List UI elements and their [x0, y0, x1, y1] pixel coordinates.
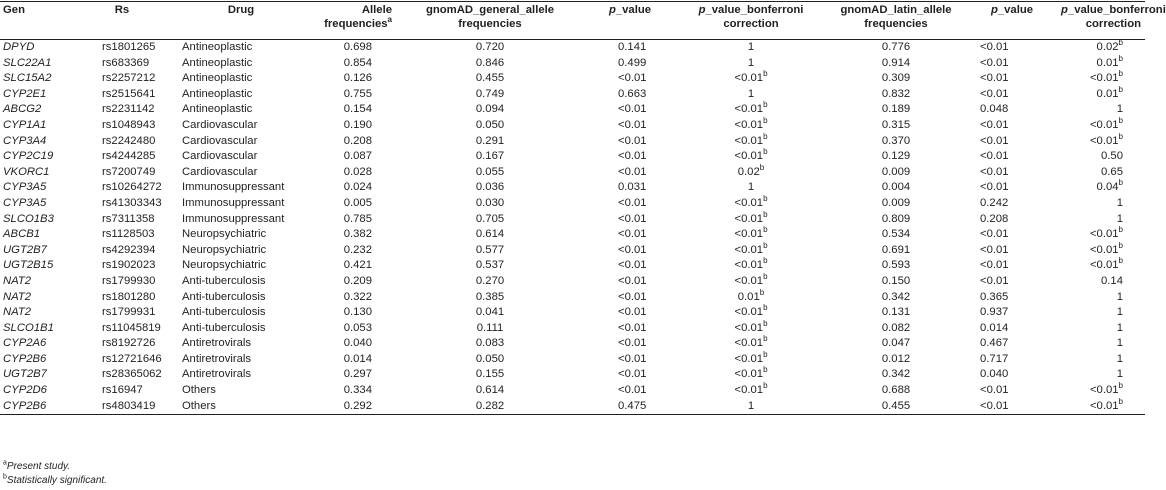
table-row	[0, 274, 1145, 290]
cell-gnomad-general: 0.055	[475, 165, 505, 178]
cell-gnomad-general: 0.270	[475, 274, 505, 287]
cell-p-bonferroni: <0.01$^b$	[734, 350, 768, 365]
cell-rs: rs16947	[102, 384, 143, 397]
cell-p-bonferroni: <0.01$^b$	[734, 240, 768, 256]
cell-p-bonferroni-latin: 0.50	[1101, 150, 1123, 163]
cell-gen: DPYD	[3, 41, 35, 53]
cell-gnomad-general: 0.083	[475, 337, 505, 350]
cell-p-bonferroni-latin: 1	[1116, 321, 1123, 334]
cell-p-value: <0.01	[618, 290, 647, 303]
cell-p-value: 0.663	[618, 87, 647, 100]
cell-rs: rs11045819	[102, 321, 161, 334]
cell-allele-frequency: 0.024	[343, 181, 372, 194]
table-row	[0, 56, 1145, 72]
table-header	[0, 2, 1166, 40]
cell-p-value: <0.01	[618, 352, 647, 365]
cell-p-value-latin: <0.01	[980, 243, 1009, 256]
header-allele-frequencies: Allele frequencies$^a$	[316, 2, 396, 40]
cell-allele-frequency: 0.209	[343, 274, 372, 287]
cell-p-bonferroni: 0.02$^b$	[737, 162, 765, 178]
cell-allele-frequency: 0.005	[343, 196, 372, 209]
header-gen: Gen	[0, 2, 78, 40]
cell-p-bonferroni-latin: <0.01$^b$	[1089, 381, 1123, 397]
table-row	[0, 134, 1145, 150]
cell-p-value: <0.01	[618, 103, 647, 116]
cell-p-bonferroni: <0.01$^b$	[734, 318, 768, 334]
cell-p-value-latin: 0.048	[980, 103, 1009, 116]
cell-p-value: <0.01	[618, 274, 647, 287]
cell-p-value: <0.01	[618, 259, 647, 272]
cell-gnomad-latin: 0.688	[881, 384, 911, 397]
cell-drug: Others	[166, 399, 316, 415]
cell-rs: rs1902023	[102, 259, 156, 272]
cell-drug: Antiretrovirals	[182, 337, 252, 350]
cell-gen: SLC15A2	[3, 72, 52, 85]
cell-p-value: 0.499	[618, 56, 647, 69]
cell-p-bonferroni-latin: 1	[1116, 368, 1123, 381]
cell-p-bonferroni-latin: <0.01$^b$	[1089, 225, 1123, 241]
cell-rs: rs7200749	[102, 165, 156, 178]
cell-drug: Anti-tuberculosis	[182, 321, 266, 334]
cell-p-bonferroni-latin: 0.65	[1101, 165, 1123, 178]
header-gnomad-latin: gnomAD_latin_allele frequencies	[826, 2, 966, 40]
cell-p-value-latin: 0.937	[980, 306, 1009, 319]
cell-gnomad-general: 0.030	[475, 196, 505, 209]
cell-p-value-latin: <0.01	[980, 384, 1009, 397]
cell-p-bonferroni-latin: 1	[1116, 212, 1123, 225]
cell-allele-frequency: 0.087	[343, 150, 372, 163]
cell-p-value-latin: 0.242	[980, 196, 1009, 209]
cell-rs: rs28365062	[102, 368, 162, 381]
cell-drug: Cardiovascular	[182, 150, 258, 163]
cell-p-value-latin: <0.01	[980, 181, 1009, 194]
cell-gnomad-latin: 0.370	[881, 134, 911, 147]
cell-p-value: <0.01	[618, 368, 647, 381]
cell-p-bonferroni-latin: 1	[1116, 352, 1123, 365]
cell-gnomad-general: 0.614	[475, 384, 505, 397]
cell-gnomad-general: 0.036	[475, 181, 505, 194]
cell-allele-frequency: 0.292	[316, 399, 396, 415]
cell-gnomad-latin: 0.315	[881, 118, 911, 131]
cell-p-value: <0.01	[618, 306, 647, 319]
cell-gen: CYP2A6	[3, 337, 47, 350]
cell-rs: rs4244285	[102, 150, 156, 163]
table-row	[0, 383, 1145, 399]
cell-gnomad-latin: 0.691	[881, 243, 911, 256]
cell-gnomad-latin: 0.009	[881, 165, 911, 178]
cell-drug: Cardiovascular	[182, 165, 258, 178]
cell-rs: rs2242480	[102, 134, 156, 147]
cell-gnomad-latin: 0.342	[881, 368, 911, 381]
cell-gnomad-latin: 0.914	[881, 56, 911, 69]
cell-drug: Neuropsychiatric	[182, 243, 267, 256]
cell-p-bonferroni-latin: <0.01$^b$	[1089, 131, 1123, 147]
cell-allele-frequency: 0.755	[343, 87, 372, 100]
cell-gnomad-latin: 0.593	[881, 259, 911, 272]
cell-allele-frequency: 0.334	[343, 384, 372, 397]
cell-p-bonferroni: <0.01$^b$	[734, 256, 768, 272]
cell-allele-frequency: 0.854	[343, 56, 372, 69]
cell-gnomad-general: 0.111	[476, 321, 504, 334]
cell-p-value-latin: <0.01	[980, 150, 1009, 163]
cell-p-bonferroni: <0.01$^b$	[734, 334, 768, 350]
cell-p-value: <0.01	[618, 337, 647, 350]
cell-p-bonferroni-latin: <0.01$^b$	[1089, 240, 1123, 256]
cell-p-bonferroni: <0.01$^b$	[734, 194, 768, 209]
cell-p-value-latin: <0.01	[980, 87, 1009, 100]
cell-p-bonferroni-latin: 1	[1116, 306, 1123, 319]
table-row	[0, 258, 1145, 274]
cell-allele-frequency: 0.322	[343, 290, 372, 303]
table-row	[0, 321, 1145, 337]
cell-p-value: <0.01	[618, 150, 647, 163]
table-row	[0, 290, 1145, 306]
cell-drug: Anti-tuberculosis	[182, 274, 266, 287]
header-p-bonferroni: p_value_bonferroni correction	[676, 2, 826, 40]
cell-p-bonferroni: <0.01$^b$	[734, 381, 768, 397]
cell-gen: NAT2	[3, 274, 32, 287]
cell-p-value: <0.01	[618, 384, 647, 397]
cell-allele-frequency: 0.130	[343, 306, 372, 319]
cell-p-value-latin: <0.01	[980, 228, 1009, 241]
cell-p-bonferroni-latin: 0.01$^b$	[1096, 85, 1123, 100]
cell-gen: CYP2E1	[3, 87, 47, 100]
cell-allele-frequency: 0.053	[343, 321, 372, 334]
cell-gen: SLCO1B1	[3, 321, 54, 334]
table-row	[0, 243, 1145, 259]
table-row	[0, 71, 1145, 87]
cell-allele-frequency: 0.785	[343, 212, 372, 225]
cell-gen: UGT2B15	[3, 259, 54, 272]
cell-rs: rs2231142	[102, 103, 155, 116]
cell-p-value: 0.031	[618, 181, 647, 194]
cell-gnomad-general: 0.155	[475, 368, 505, 381]
cell-rs: rs4803419	[78, 399, 166, 415]
cell-drug: Others	[182, 384, 216, 397]
cell-gnomad-latin: 0.342	[881, 290, 911, 303]
cell-p-bonferroni: 0.01$^b$	[737, 287, 765, 303]
cell-gnomad-general: 0.094	[475, 103, 505, 116]
cell-gnomad-general: 0.050	[475, 118, 505, 131]
cell-drug: Antineoplastic	[182, 41, 253, 53]
cell-p-bonferroni-latin: 0.04$^b$	[1096, 178, 1123, 194]
cell-p-bonferroni-latin: 1	[1116, 290, 1123, 303]
cell-drug: Cardiovascular	[182, 134, 258, 147]
cell-drug: Neuropsychiatric	[182, 228, 267, 241]
cell-p-bonferroni: <0.01$^b$	[734, 116, 768, 131]
cell-rs: rs41303343	[102, 196, 162, 209]
footnote-a: $^a$Present study.	[3, 459, 71, 472]
cell-gnomad-general: 0.614	[475, 228, 505, 241]
cell-p-bonferroni: <0.01$^b$	[734, 225, 768, 241]
cell-gnomad-general: 0.537	[475, 259, 505, 272]
cell-p-value: <0.01	[618, 134, 647, 147]
cell-p-bonferroni: <0.01$^b$	[734, 209, 768, 225]
cell-p-value-latin: 0.014	[980, 321, 1009, 334]
table-body	[0, 40, 1145, 415]
cell-rs: rs1799931	[102, 306, 156, 319]
cell-p-bonferroni-latin: 0.01$^b$	[1096, 53, 1123, 69]
header-gnomad-general: gnomAD_general_allele frequencies	[396, 2, 584, 40]
cell-gnomad-general: 0.385	[475, 290, 505, 303]
cell-gnomad-general: 0.846	[475, 56, 505, 69]
cell-p-bonferroni: <0.01$^b$	[734, 100, 768, 116]
cell-gen: CYP2C19	[3, 150, 54, 163]
cell-p-value: <0.01	[618, 118, 647, 131]
cell-gnomad-latin: 0.082	[881, 321, 911, 334]
cell-gnomad-general: 0.041	[475, 306, 505, 319]
cell-gen: CYP1A1	[3, 118, 47, 131]
cell-drug: Immunosuppressant	[182, 196, 285, 209]
table-row	[0, 180, 1145, 196]
cell-gen: CYP3A5	[3, 196, 47, 209]
cell-gnomad-latin: 0.131	[881, 306, 911, 319]
cell-p-value: <0.01	[618, 243, 647, 256]
cell-p-value-latin: <0.01	[980, 56, 1009, 69]
cell-allele-frequency: 0.232	[343, 243, 372, 256]
cell-allele-frequency: 0.154	[343, 103, 372, 116]
cell-allele-frequency: 0.382	[343, 228, 372, 241]
cell-gen: CYP2B6	[0, 399, 78, 415]
cell-gnomad-general: 0.705	[475, 212, 505, 225]
cell-p-value: <0.01	[618, 165, 647, 178]
cell-p-value: <0.01	[618, 321, 647, 334]
cell-gnomad-latin: 0.534	[881, 228, 911, 241]
cell-p-value: <0.01	[618, 72, 647, 85]
cell-p-value: <0.01	[618, 212, 647, 225]
cell-rs: rs1801280	[102, 290, 156, 303]
cell-gnomad-general: 0.282	[396, 399, 584, 415]
table-row	[0, 196, 1145, 212]
table-row	[0, 212, 1145, 228]
cell-p-bonferroni-latin: <0.01$^b$	[1089, 256, 1123, 272]
cell-gen: SLCO1B3	[3, 212, 54, 225]
cell-rs: rs8192726	[102, 337, 156, 350]
header-p-bonferroni-latin: p_value_bonferroni correction	[1058, 2, 1145, 40]
cell-p-value-latin: 0.365	[980, 290, 1009, 303]
cell-drug: Anti-tuberculosis	[182, 306, 266, 319]
cell-p-bonferroni-latin: <0.01$^b$	[1089, 116, 1123, 131]
table-row	[0, 87, 1145, 103]
cell-p-value: <0.01	[618, 196, 647, 209]
cell-gnomad-latin: 0.776	[881, 41, 911, 53]
cell-p-value-latin: <0.01	[966, 399, 1058, 415]
cell-p-bonferroni-latin: 0.14	[1101, 274, 1123, 287]
table-row	[0, 40, 1145, 56]
cell-p-bonferroni-latin: 0.02$^b$	[1096, 38, 1123, 53]
cell-gnomad-latin: 0.150	[881, 274, 911, 287]
cell-p-bonferroni: 1	[747, 56, 755, 69]
cell-p-bonferroni-latin: <0.01$^b$	[1058, 399, 1145, 415]
table-row	[0, 336, 1145, 352]
cell-rs: rs2515641	[102, 87, 156, 100]
cell-rs: rs4292394	[102, 243, 156, 256]
cell-p-value: 0.475	[584, 399, 676, 415]
cell-p-bonferroni: <0.01$^b$	[734, 147, 768, 163]
cell-gnomad-general: 0.291	[475, 134, 505, 147]
cell-drug: Antineoplastic	[182, 103, 253, 116]
cell-rs: rs7311358	[102, 212, 155, 225]
cell-gnomad-latin: 0.832	[881, 87, 911, 100]
cell-drug: Immunosuppressant	[182, 212, 285, 225]
cell-p-value: <0.01	[618, 228, 647, 241]
cell-drug: Antineoplastic	[182, 56, 253, 69]
cell-gnomad-latin: 0.012	[881, 352, 911, 365]
cell-gnomad-general: 0.050	[475, 352, 505, 365]
cell-gen: CYP2D6	[3, 384, 47, 397]
header-rs: Rs	[78, 2, 166, 40]
cell-p-bonferroni: <0.01$^b$	[734, 272, 768, 287]
table-row	[0, 367, 1145, 383]
cell-p-value-latin: 0.467	[980, 337, 1009, 350]
results-table	[0, 1, 1166, 415]
cell-gen: CYP3A4	[3, 134, 47, 147]
cell-p-bonferroni-latin: <0.01$^b$	[1089, 69, 1123, 85]
cell-p-value-latin: 0.208	[980, 212, 1009, 225]
cell-p-bonferroni: <0.01$^b$	[734, 131, 768, 147]
cell-gen: CYP3A5	[3, 181, 47, 194]
cell-gen: UGT2B7	[3, 243, 47, 256]
cell-gen: SLC22A1	[3, 56, 52, 69]
cell-gen: UGT2B7	[3, 368, 47, 381]
cell-p-bonferroni-latin: 1	[1116, 337, 1123, 350]
cell-drug: Neuropsychiatric	[182, 259, 267, 272]
cell-allele-frequency: 0.040	[343, 337, 372, 350]
cell-drug: Antineoplastic	[182, 87, 253, 100]
cell-p-bonferroni-latin: 1	[1116, 196, 1123, 209]
cell-drug: Antiretrovirals	[182, 368, 252, 381]
cell-rs: rs1128503	[102, 228, 155, 241]
cell-gnomad-latin: 0.004	[881, 181, 911, 194]
cell-p-value-latin: <0.01	[980, 259, 1009, 272]
cell-p-bonferroni: 1	[747, 181, 755, 194]
cell-p-bonferroni: <0.01$^b$	[734, 69, 768, 85]
cell-p-value-latin: <0.01	[980, 274, 1009, 287]
table-row	[0, 399, 1145, 415]
cell-gnomad-general: 0.455	[475, 72, 505, 85]
cell-gen: ABCG2	[3, 103, 42, 116]
cell-p-bonferroni: 1	[747, 87, 755, 100]
table-row	[0, 305, 1145, 321]
table-row	[0, 149, 1145, 165]
cell-drug: Cardiovascular	[182, 118, 258, 131]
header-p-value: p_value	[584, 2, 676, 40]
cell-rs: rs1799930	[102, 274, 156, 287]
cell-gnomad-general: 0.720	[475, 41, 505, 53]
cell-p-bonferroni: <0.01$^b$	[734, 365, 768, 381]
cell-allele-frequency: 0.698	[343, 41, 372, 53]
cell-gnomad-latin: 0.809	[881, 212, 911, 225]
cell-rs: rs1801265	[102, 41, 156, 53]
footnote-b: $^b$Statistically significant.	[3, 473, 107, 486]
cell-p-value-latin: <0.01	[980, 41, 1009, 53]
cell-allele-frequency: 0.028	[343, 165, 372, 178]
cell-drug: Antiretrovirals	[182, 352, 252, 365]
table-row	[0, 352, 1145, 368]
cell-rs: rs683369	[102, 56, 150, 69]
cell-gen: VKORC1	[3, 165, 50, 178]
cell-drug: Antineoplastic	[182, 72, 253, 85]
cell-gen: CYP2B6	[3, 352, 47, 365]
cell-p-value: 0.141	[618, 41, 647, 53]
footnotes	[3, 460, 107, 488]
cell-rs: rs12721646	[102, 352, 162, 365]
cell-p-value-latin: 0.040	[980, 368, 1009, 381]
cell-gnomad-general: 0.749	[475, 87, 505, 100]
cell-allele-frequency: 0.208	[343, 134, 372, 147]
cell-p-value-latin: <0.01	[980, 165, 1009, 178]
cell-p-bonferroni-latin: 1	[1116, 103, 1123, 116]
cell-p-value-latin: <0.01	[980, 118, 1009, 131]
header-p-value-latin: p_value	[966, 2, 1058, 40]
cell-gen: NAT2	[3, 290, 32, 303]
cell-gen: NAT2	[3, 306, 32, 319]
cell-p-value-latin: <0.01	[980, 134, 1009, 147]
cell-gnomad-latin: 0.009	[881, 196, 911, 209]
cell-gnomad-latin: 0.129	[881, 150, 911, 163]
table-row	[0, 102, 1145, 118]
cell-gen: ABCB1	[3, 228, 41, 241]
cell-drug: Immunosuppressant	[182, 181, 285, 194]
cell-allele-frequency: 0.190	[343, 118, 372, 131]
header-drug: Drug	[166, 2, 316, 40]
cell-rs: rs10264272	[102, 181, 162, 194]
cell-rs: rs2257212	[102, 72, 156, 85]
cell-p-bonferroni: 1	[676, 399, 826, 415]
table-row	[0, 227, 1145, 243]
cell-p-bonferroni: 1	[747, 41, 755, 53]
cell-p-value-latin: <0.01	[980, 72, 1009, 85]
cell-gnomad-latin: 0.189	[881, 103, 911, 116]
cell-allele-frequency: 0.126	[343, 72, 372, 85]
cell-gnomad-latin: 0.455	[826, 399, 966, 415]
cell-gnomad-general: 0.577	[475, 243, 505, 256]
cell-drug: Anti-tuberculosis	[182, 290, 266, 303]
cell-p-bonferroni: <0.01$^b$	[734, 303, 768, 319]
cell-p-value-latin: 0.717	[980, 352, 1009, 365]
cell-allele-frequency: 0.014	[343, 352, 372, 365]
cell-rs: rs1048943	[102, 118, 156, 131]
cell-allele-frequency: 0.297	[343, 368, 372, 381]
cell-gnomad-latin: 0.309	[881, 72, 911, 85]
cell-gnomad-general: 0.167	[475, 150, 505, 163]
table-row	[0, 118, 1145, 134]
table-row	[0, 165, 1145, 181]
cell-allele-frequency: 0.421	[343, 259, 372, 272]
cell-gnomad-latin: 0.047	[881, 337, 911, 350]
